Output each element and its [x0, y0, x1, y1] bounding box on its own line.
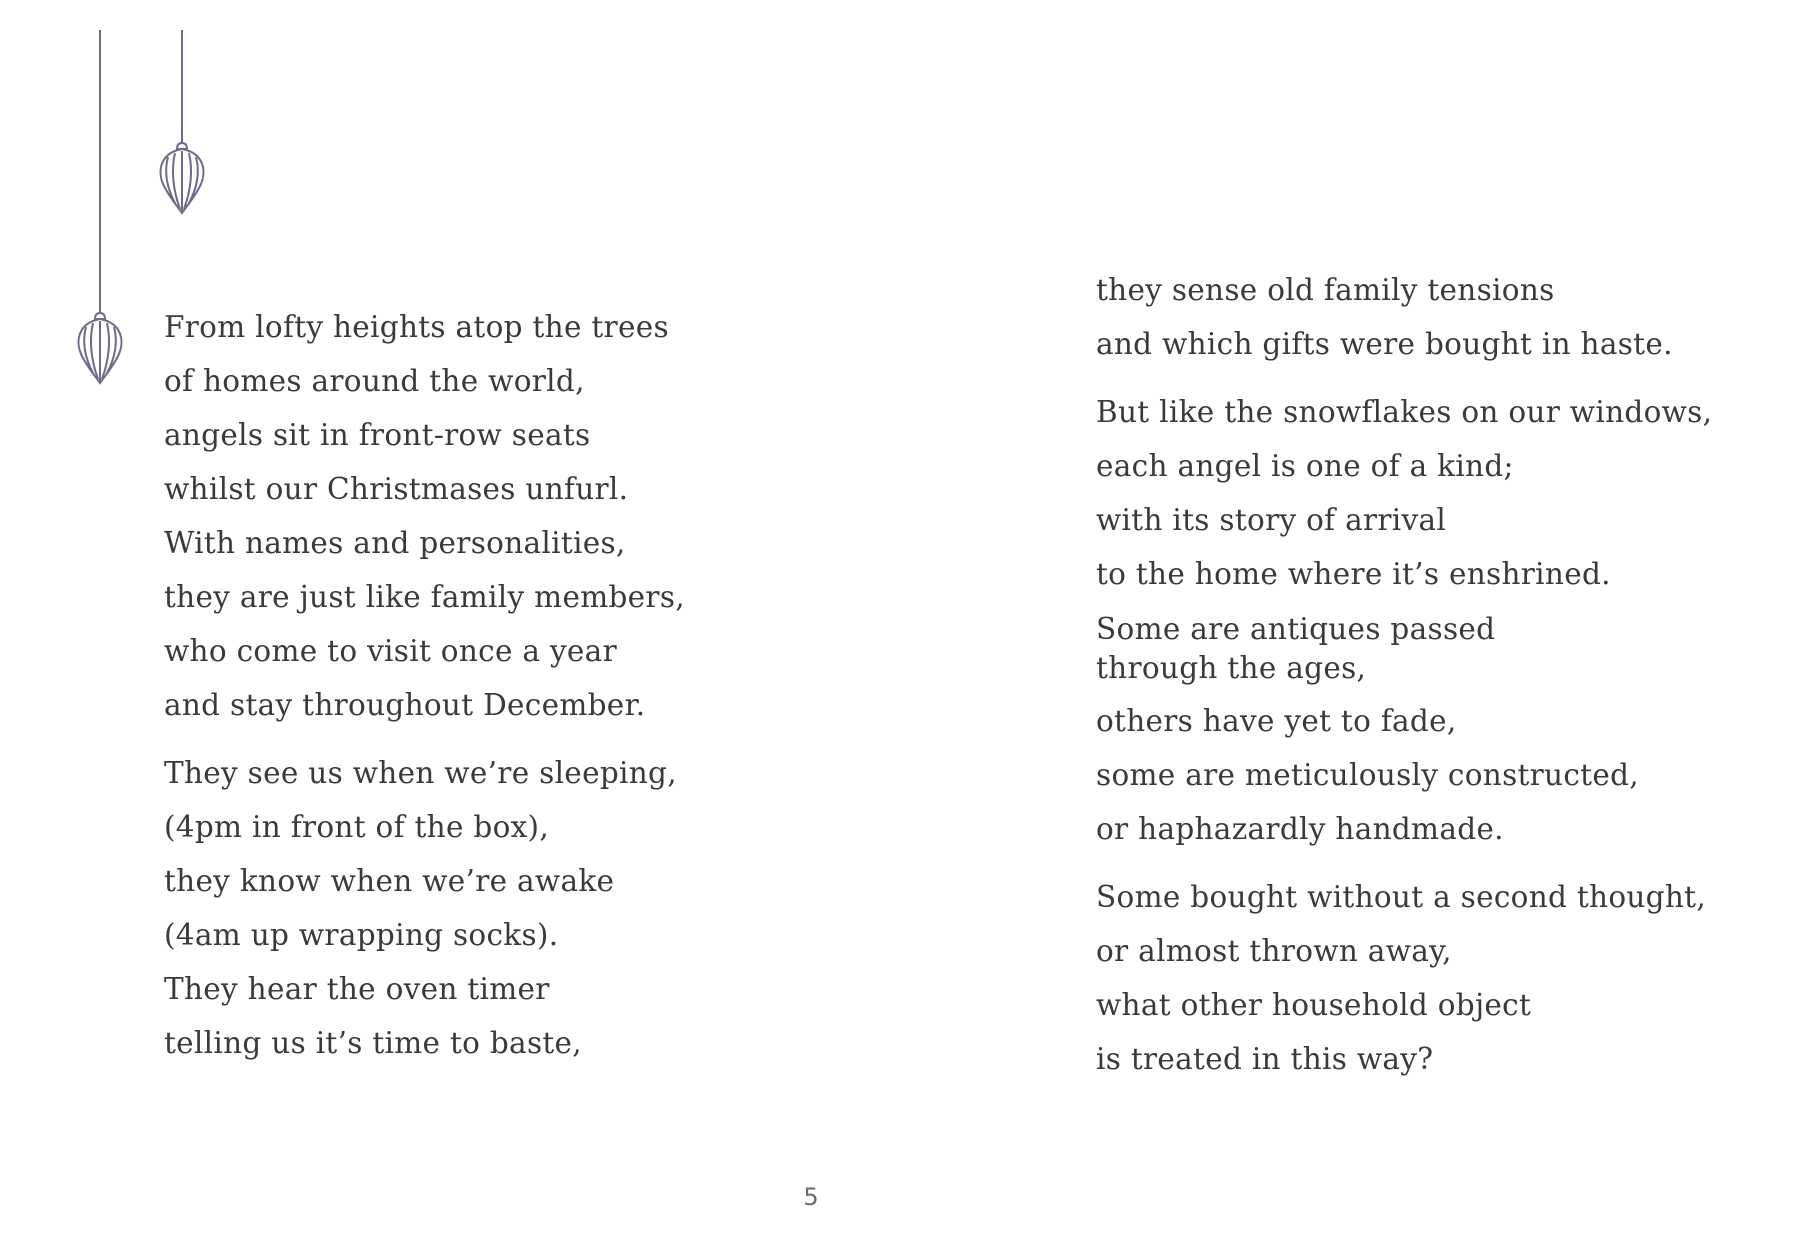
stanza — [1096, 263, 1696, 371]
stanza — [164, 746, 724, 1070]
poem-line: or haphazardly handmade. — [1096, 812, 1504, 846]
poem-line: they are just like family members, — [164, 580, 685, 614]
right-page-poem — [1096, 263, 1713, 1100]
poem-line: they sense old family tensions — [1096, 273, 1555, 307]
poem-line: (4pm in front of the box), — [164, 810, 550, 844]
poem-line: each angel is one of a kind; — [1096, 449, 1514, 483]
poem-line: telling us it’s time to baste, — [164, 1026, 582, 1060]
poem-line: They hear the oven timer — [164, 972, 550, 1006]
hanging-bauble-icon — [152, 30, 212, 220]
poem-line: From lofty heights atop the trees — [164, 310, 669, 344]
stanza — [1096, 385, 1713, 856]
poem-line: they know when we’re awake — [164, 864, 615, 898]
hanging-bauble-icon — [70, 30, 130, 390]
left-page-poem — [164, 300, 724, 1084]
poem-line: of homes around the world, — [164, 364, 585, 398]
poem-line: what other household object — [1096, 988, 1532, 1022]
poem-line: who come to visit once a year — [164, 634, 617, 668]
stanza — [1096, 870, 1707, 1086]
poem-line: and stay throughout December. — [164, 688, 646, 722]
poem-line: to the home where it’s enshrined. — [1096, 557, 1611, 591]
poem-line: Some are antiques passed through the ages, — [1096, 612, 1496, 685]
poem-line: But like the snowflakes on our windows, — [1096, 395, 1713, 429]
poem-line: some are meticulously constructed, — [1096, 758, 1639, 792]
poem-line: and which gifts were bought in haste. — [1096, 327, 1673, 361]
poem-line: Some bought without a second thought, — [1096, 880, 1707, 914]
poem-line: (4am up wrapping socks). — [164, 918, 559, 952]
poem-line: is treated in this way? — [1096, 1042, 1434, 1076]
poem-line: or almost thrown away, — [1096, 934, 1452, 968]
poem-line: with its story of arrival — [1096, 503, 1447, 537]
page-number: 5 — [803, 1183, 819, 1211]
poem-line: They see us when we’re sleeping, — [164, 756, 677, 790]
stanza — [164, 300, 724, 732]
poem-line: whilst our Christmases unfurl. — [164, 472, 629, 506]
poem-line: angels sit in front-row seats — [164, 418, 591, 452]
poem-line: With names and personalities, — [164, 526, 626, 560]
poem-line: others have yet to fade, — [1096, 704, 1457, 738]
